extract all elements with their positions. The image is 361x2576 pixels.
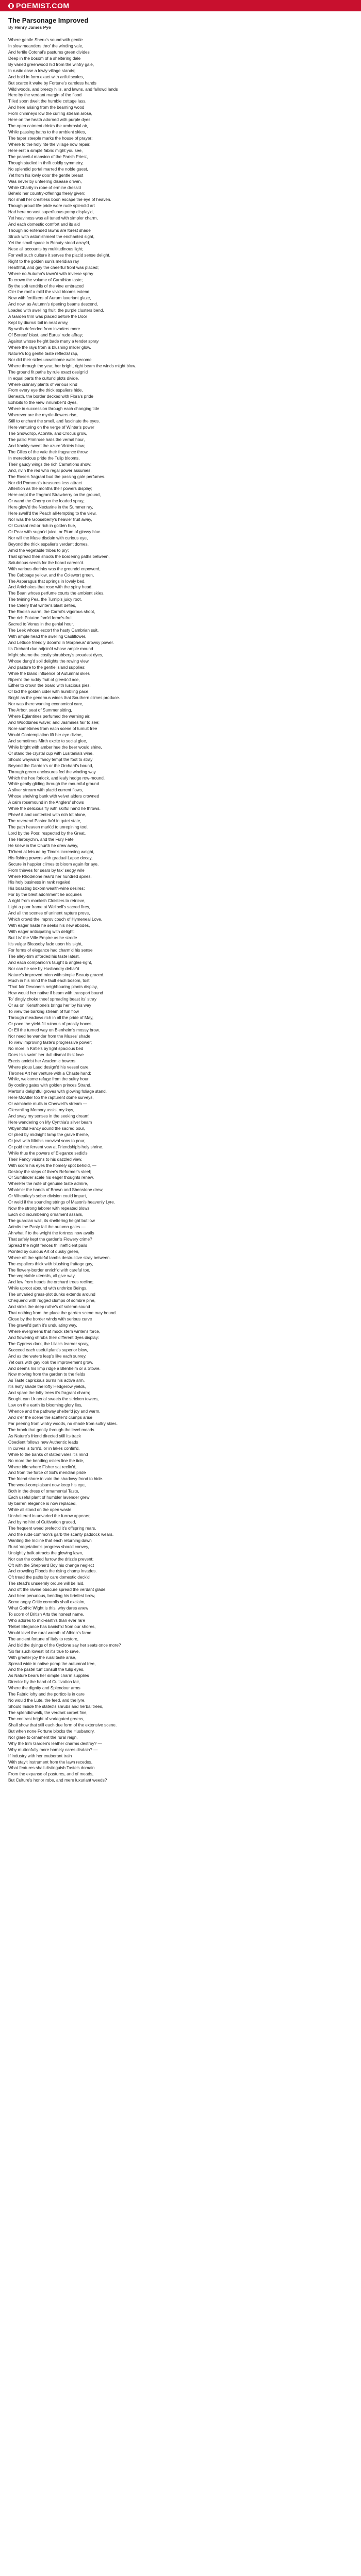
- poem-line: Oft tread the paths by care domestic deck'd: [8, 1575, 90, 1580]
- poem-line: The Fabric lofty and the portico is in care: [8, 1692, 85, 1697]
- poem-line: Had here no vast superfluous pomp display'd,: [8, 210, 94, 215]
- poem-line: While the delicious fly with skilful hand he throws.: [8, 806, 101, 811]
- poem-line: By varied greenwood hid from the wintry gale,: [8, 62, 94, 67]
- poem-line: Here McAlter too the rapturent dome surveys,: [8, 1095, 94, 1100]
- poem-line: From thieves for sears by tax' sedgy wile: [8, 868, 85, 873]
- poem-line: And each domestic comfort and its aid: [8, 222, 80, 227]
- poem-line: While passing baths to the ambient skies,: [8, 130, 86, 135]
- poem-line: The Asparagus that springs in lovely bed,: [8, 579, 86, 584]
- poem-line: Where in succession through each changing tide: [8, 406, 100, 412]
- poem-line: The Harpsychin, and the Fury Fate: [8, 837, 74, 842]
- poem-line: Phew! it and contented with rich lot alone,: [8, 812, 87, 818]
- poem-line: And Woodbines waver, and Jasmines fair to see;: [8, 720, 100, 725]
- poem-line: Here crept the fragrant Strawberry on the ground,: [8, 493, 101, 498]
- poem-line: His holy business in rank regaled: [8, 880, 71, 885]
- poem-line: Here by the verdant margin of the flood: [8, 93, 81, 98]
- poem-line: But Liv' the Ville Empire as he strode: [8, 935, 77, 940]
- poem-line: Or pace the yield-fill ruinous of prostly boxes,: [8, 1022, 93, 1026]
- poem-line: Why the trim Garden's leather charms destroy? —: [8, 1741, 102, 1746]
- poem-line: And Lettuce friendly doom'd in Morpheus' drowsy power.: [8, 640, 114, 645]
- poem-line: Would Contemplation lift her eye divine,: [8, 732, 83, 737]
- poem-line: Or bid the golden cider with humbling pace,: [8, 689, 90, 694]
- poem-line: The Celery that winter's blast defies,: [8, 603, 76, 608]
- poem-line: Salubrious seeds for the board careen'd.: [8, 560, 85, 565]
- poem-line: It's vulgar Bleaseby fade upon his sight,: [8, 941, 83, 946]
- poem-line: Either to crown the board with luscious pies,: [8, 683, 91, 688]
- poem-line: A right from monkish Cloisters to retrieve,: [8, 899, 86, 904]
- poem-line: And o'er the scene the scatter'd clumps arise: [8, 1415, 92, 1420]
- poem-line: Yet ours with gay look the improvement grow,: [8, 1360, 93, 1365]
- poem-line: The reverend Pastor liv'd in quiet state,: [8, 819, 81, 824]
- poem-line: Whence and the pathway shelter'd joy and warm,: [8, 1409, 101, 1414]
- poem-line: The espaliers thick with blushing fruitage gay,: [8, 1261, 93, 1266]
- poem-line: Each old incumbering ornament assails,: [8, 1212, 84, 1217]
- poem-line: With greater joy the rural taste arise,: [8, 1655, 76, 1660]
- poem-line: Where culinary plants of various kind: [8, 382, 77, 387]
- poem-line: Who adores to mid-earth's than ever rare: [8, 1618, 86, 1623]
- poem-line: Wanting the Incline that each returning dawn: [8, 1538, 92, 1543]
- poem-line: Nor glare to ornament the rural reign,: [8, 1735, 78, 1740]
- poemist-logo-icon: [8, 3, 14, 9]
- poem-line: 'Rebel Elegance has banish'd from our shores,: [8, 1624, 96, 1629]
- poem-line: Or wimchele mulls in Cherwell's stream —: [8, 1101, 88, 1107]
- poem-line: And low from heads the orchard trees recline;: [8, 1280, 94, 1285]
- poem-line: Might shame the costly shrubbery's proudest dyes,: [8, 652, 104, 657]
- poem-line: Exhibits to the view innumber'd dyes,: [8, 400, 78, 405]
- poem-line: Succeed each useful plant's superior blow,: [8, 1347, 88, 1352]
- poem-line: The ground fit paths by rule exact design'd: [8, 369, 88, 375]
- poem-line: Deep in the bosom of a sheltering dale: [8, 56, 81, 61]
- poem-line: Erects amidst her Academic bowers: [8, 1058, 76, 1063]
- poem-line: Where the dignity and Splendour arms: [8, 1686, 80, 1691]
- poem-line: Lord by the Poor, respected by the Great.: [8, 831, 86, 836]
- poem-line: And fertile Cotonal's pastures green divides: [8, 49, 90, 55]
- poem-line: The open catment drinks the ambrosial air,: [8, 124, 88, 129]
- poem-line: In meretricious pride the Tulip blooms,: [8, 455, 80, 461]
- poem-line: Where pious Laud design'd his vessel care,: [8, 1064, 90, 1070]
- poem-line: Nature's improved mien with simple Beauty graced.: [8, 972, 105, 977]
- poem-line: Through green enclosures fed the winding way: [8, 769, 96, 774]
- poem-line: Right to the golden sun's meridian ray: [8, 259, 79, 264]
- poem-line: The weed-complaisant now keep his eye,: [8, 1483, 86, 1488]
- poem-line: In rustic ease a lowly village stands;: [8, 68, 76, 73]
- poem-line: Where through the year, her bright, right beam the winds might blow.: [8, 363, 137, 368]
- poem-line: And deems his limp ridge a Blenheim or a Stowe.: [8, 1366, 101, 1371]
- poem-line: And the pastel turf consult the tulip eyes,: [8, 1667, 85, 1672]
- poem-line: And sinks the deep ruthe's of solemn sound: [8, 1304, 90, 1310]
- poem-line: That safely kept the garden's Flowery crime?: [8, 1236, 92, 1242]
- poem-line: Unsightly balk attracts the glowing lawn,: [8, 1550, 84, 1555]
- poem-line: From chimneys low the curling stream arose,: [8, 111, 92, 116]
- site-header: [0, 0, 361, 11]
- poem-line: Bought can Ur aerial sweets the stricken towers,: [8, 1397, 99, 1402]
- poem-line: The Cypress dark, the Lilac's learner spray,: [8, 1341, 90, 1346]
- poem-line: His fishing powers with gradual Lapse decay,: [8, 855, 93, 860]
- poem-line: Though studied in thrift coldly symmetry,: [8, 160, 84, 165]
- poem-line: Nor was there wanting economical care,: [8, 702, 84, 707]
- poem-line: As Nature's friend directed still its track: [8, 1433, 81, 1438]
- poem-line: Whose dung'd soil delights the rowing view,: [8, 658, 90, 664]
- poem-line: The Snowdrop, Aconite, and Crocus grow,: [8, 431, 87, 436]
- poem-line: Yet the small space in Beauty stood array'd,: [8, 240, 90, 245]
- poem-line: Nor did their sides unwelcome walls become: [8, 357, 92, 362]
- poem-line: That nothing from the place the garden scene may bound.: [8, 1311, 117, 1316]
- poem-line: Obedient follows new Authentic leads: [8, 1439, 78, 1445]
- poem-line: For forms of elegance had charm'd his sense: [8, 947, 93, 953]
- poem-line: For well such culture it serves the placid sense delight.: [8, 252, 110, 258]
- poem-line: And from the force of Sol's meridian pride: [8, 1470, 86, 1476]
- poem-line: Struck with astonishment the enchanted sight,: [8, 234, 95, 239]
- poem-line: With scorn his eyes the homely spot behold, —: [8, 1163, 96, 1168]
- poem-line: What Gothic Wight is this, why dares anew: [8, 1606, 89, 1611]
- poem-line: The Rose's fragrant bud the passing gale perfumes.: [8, 474, 106, 479]
- poem-line: Still to enchant the smell, and fascinate the eyes.: [8, 419, 100, 424]
- poem-line: He knew in the Churth he drew away,: [8, 843, 78, 848]
- poem-line: Nor need he wander from the Muses' shade: [8, 1033, 91, 1039]
- poem-line: Beheld her country-offerings freely given;: [8, 191, 86, 196]
- poem-line: Though no extended lawns are forest shade: [8, 228, 91, 233]
- poem-line: Ah what if to the wright the fortress now avails: [8, 1230, 94, 1235]
- poem-line: Pointed by curious Art of dusky green,: [8, 1249, 79, 1254]
- poem-line: And sway my senses in the seeking dream!: [8, 1114, 90, 1119]
- poem-line: Against whose height bade many a tender spray: [8, 338, 99, 344]
- poem-line: The path heaven mark'd to unrepining tool,: [8, 825, 89, 829]
- poem-line: O'er the roof a mild the vivid blooms extend,: [8, 290, 91, 295]
- poem-line: Each useful plant of humbler lavender grew: [8, 1495, 90, 1500]
- poem-line: Beyond the thick espalier's verdant domes,: [8, 541, 89, 547]
- poem-line: And each companion's taught & angles-right,: [8, 960, 92, 965]
- poem-line: For by the blest adornment he acquires: [8, 892, 82, 897]
- poem-line: No more in Kirtle's by light spacious bed: [8, 1046, 84, 1051]
- poem-line: From every eye the thick espaliers hide,: [8, 388, 83, 393]
- poem-line: Here wandering on My Cynthia's silver beam: [8, 1120, 92, 1125]
- poem-line: The taper steeple marks the house of prayer;: [8, 136, 93, 141]
- poem-line: Now moving from the garden to the fields: [8, 1372, 86, 1377]
- poem-line: Should wayward fancy tempt the foot to stray: [8, 757, 93, 762]
- poem-line: Or jovil with Mirth's convival sons to pour,: [8, 1138, 86, 1143]
- poem-line: Or paid the fervent vow at Friendship's holy shrine.: [8, 1144, 104, 1149]
- poem-line: Far peering from wintry woods, no shade from sultry skies.: [8, 1421, 118, 1426]
- poem-line: 'That fair Devoner's neighbouring plants display,: [8, 985, 98, 990]
- poem-line: Here venturing on the verge of Winter's power: [8, 425, 94, 430]
- poem-line: The Arbor, seat of Summer sitting,: [8, 708, 72, 713]
- poem-line: Beneath, the border decked with Flora's pride: [8, 394, 93, 399]
- poem-line: While all stand on the open waste: [8, 1507, 72, 1513]
- poem-line: Where to the holy rite the village now repair.: [8, 142, 91, 147]
- poem-line: It's leafy shade the lofty Hedgerow yields,: [8, 1384, 86, 1389]
- poem-line: To view improving taste's progressive power;: [8, 1040, 92, 1045]
- poem-line: The guardian wall, its sheltering height but low: [8, 1218, 95, 1223]
- site-logo[interactable]: [8, 2, 70, 10]
- poem-line: And all the scenes of uninent rapture prove,: [8, 911, 90, 916]
- poem-line: And bid the dyings of the Cyclone say her seats once more?: [8, 1642, 121, 1648]
- poem-line: Should Inside the stated's shrubs and herbal trees,: [8, 1704, 104, 1709]
- poem-line: How would her native if beam with transport bound: [8, 991, 103, 996]
- poem-line: By barren elegance is now replaced,: [8, 1501, 77, 1506]
- poem-line: Does Isis swim' her dull-dismal thist love: [8, 1052, 84, 1057]
- poem-line: No splendid portal marred the noble guest,: [8, 166, 88, 172]
- poem-line: The pallid Primrose hails the vernal hour,: [8, 437, 85, 442]
- poem-line: A Garden trim was placed before the Door: [8, 314, 87, 319]
- poem-line: And frankly sweet the azure Violets blow;: [8, 443, 86, 448]
- poem-line: While uproot abound with unthrice Beings,: [8, 1286, 88, 1291]
- poem-line: A calm rosemound in the Anglers' shows: [8, 800, 84, 805]
- poem-line: Or Currant red or rich in golden hue,: [8, 523, 76, 529]
- poem-line: Attention as the months their powers display;: [8, 486, 92, 492]
- poem-line: With eager anticipating with delight;: [8, 929, 75, 934]
- poem-line: Where Rhodelone rear'd her hundred spires,: [8, 874, 92, 879]
- poem-line: And, rivin the red who regal power assumes,: [8, 468, 92, 473]
- poem-line: Destroy the steps of thee's Reformer's steel;: [8, 1169, 91, 1174]
- poem-line: Healthful, and gay the cheerful front was placed;: [8, 265, 99, 270]
- poem-line: Chequer'd with rugged clumps of sombre pine,: [8, 1298, 96, 1303]
- poem-line: While bright with amber hue the beer would shine,: [8, 744, 102, 750]
- poem-line: The contrast bright of variegated greens,: [8, 1716, 85, 1721]
- poem-line: Or as on 'Kensthone's brings her 'by his way: [8, 1003, 91, 1008]
- poem-line: But when none Fortune blocks the Husbandry,: [8, 1728, 95, 1734]
- poem-line: While Charity in robe of ermine dress'd: [8, 185, 81, 190]
- poem-line: With various diorinks was the groundd enpowerd,: [8, 566, 101, 571]
- poem-line: Which crowd the improv couch of Hymeneal Love.: [8, 917, 103, 922]
- byline-prefix: By: [8, 25, 13, 30]
- poem-line: Th'bent at leisure by Time's increasing weight,: [8, 849, 94, 854]
- poem-line: Whate'er the hands of Brown and Shenstone drew,: [8, 1188, 104, 1193]
- poem-line: Nor will the Muse disdain with curious eye,: [8, 535, 88, 540]
- poem-line: And spare the lofty trees it's fragrant charm;: [8, 1391, 90, 1396]
- poem-line: Nor was the Gooseberry's heavier fruit away,: [8, 517, 92, 522]
- poem-line: And by no hint of Cultivation graced,: [8, 1519, 76, 1524]
- poem-line: Their gaudy wings the rich Carnations show;: [8, 462, 92, 467]
- poem-line: In curves is turn'd, or in lakes confin'd,: [8, 1446, 80, 1451]
- poem-line: A silver stream with placid current flows,: [8, 788, 84, 793]
- poem-line: 'So far such lowest lot it's true to save,: [8, 1649, 80, 1654]
- poem-line: To view the barking stream of fun flow: [8, 1009, 79, 1014]
- poem-line: As Nature bears her simple charm supplies: [8, 1673, 89, 1679]
- poem-line: Amid the vegetable tribes to pry;: [8, 548, 69, 553]
- poem-line: To scorn of British Arts the honest name,: [8, 1612, 84, 1617]
- poem-line: Through meadows rich in all the pride of May,: [8, 1015, 94, 1021]
- poem-line: Whose shelving bank with velvet alders crowned: [8, 794, 100, 799]
- poem-line: Sacred to Venus in the genial hour,: [8, 622, 74, 627]
- poem-line: And oft the ravine obscure spread the verdant glade.: [8, 1587, 107, 1592]
- poem-line: Now with fertilizers of Aurum luxuriant glaze,: [8, 296, 91, 301]
- poem-line: Nor shall her crestless boon escape the eye of heaven.: [8, 197, 111, 202]
- poem-line: Bright as the generous wines that Southern climes produce.: [8, 696, 120, 701]
- poem-line: Where idle where Fisher sat reclin'd,: [8, 1464, 77, 1469]
- poem-line: Or wand the Cherry on the loaded spray;: [8, 499, 85, 504]
- poem-line: Though proud life-pride wore rude splendid art: [8, 204, 95, 209]
- poem-line: But scarce it wake by Fortune's careless hands: [8, 80, 96, 86]
- poem-line: Where the rays from is blushing milder glow.: [8, 345, 91, 350]
- poem-line: The stead's unseemly ordure will be laid,: [8, 1581, 85, 1586]
- poem-line: Or Pear with sugar'd juice, or Plum of glossy blue.: [8, 530, 102, 534]
- poem-line: Their Fancy visions to his dazzled view,: [8, 1157, 83, 1162]
- poem-line: And flowering shrubs their different dyes display:: [8, 1335, 99, 1340]
- poem-line: To crown the volume of Carnthian taste;: [8, 277, 83, 282]
- poem-line: Low on the earth its blooming glory lies,: [8, 1403, 83, 1408]
- poem-line: Wherever are the myrtle-flowers rise,: [8, 413, 78, 418]
- poem-line: Of Boreas' blast, and Eurus' rude affray;: [8, 333, 83, 337]
- poem-line: While thus the powers of Elegance sedid's: [8, 1150, 88, 1156]
- poem-line: Thrones Art her venture with a Chaste hand;: [8, 1071, 91, 1076]
- poem-line: Or plied by midnight lamp the grave theme,: [8, 1132, 89, 1137]
- poem-line: The rich Potatoe fam'd Ierne's fruit: [8, 616, 73, 621]
- poem-line: Was never by unfeeling disease driven,: [8, 179, 82, 184]
- poem-line: Nor did Pomona's treasures less attract: [8, 480, 83, 485]
- poem-line: Wild woods, and breezy hills, and lawns, and fallowd lands: [8, 87, 118, 92]
- poem-line: Yet from his lowly door the gentle breast: [8, 173, 84, 178]
- poem-line: Or stand the crystal cup with Lusitania's wine.: [8, 751, 94, 756]
- poem-line: Nor can he see by Husbandry debar'd: [8, 966, 79, 971]
- poem-line: With ample head the swelling Cauliflower,: [8, 634, 87, 639]
- poem-line: Admits the Pasty fall the autumn gales —: [8, 1224, 86, 1229]
- poem-line: If industry with her exuberant train: [8, 1753, 72, 1758]
- site-name: POEMIST.COM: [16, 2, 70, 10]
- poem-body: [8, 37, 353, 1784]
- poem-line: Where Eglantines perfumed the warning air,: [8, 714, 91, 719]
- poem-line: Where gentle Sheru's sound with gentle: [8, 38, 83, 42]
- poem-line: The Cabbage yellow, and the Colewort green,: [8, 572, 94, 578]
- poem-line: Unsheltered in unvaried the furrow appears;: [8, 1514, 91, 1518]
- poem-line: Both in the dress of ornamental Taste,: [8, 1489, 79, 1494]
- poem-line: Nor can the cooled furrow the drizzle prevent;: [8, 1556, 94, 1562]
- poem-line: But Culture's honor robe, and mere luxuriant weeds?: [8, 1778, 107, 1783]
- poem-line: And as the waters leap's like each survey,: [8, 1353, 87, 1359]
- poem-line: And here penurious, bending his briefest brow,: [8, 1594, 95, 1599]
- poem-line: Ripen'd the ruddy fruit of gleesk'd ace,: [8, 677, 80, 682]
- poem-line: The alley-trim afforded his taste latest,: [8, 954, 80, 959]
- poem-line: What features shall distinguish Taste's domain: [8, 1766, 95, 1771]
- poem-line: While the bland influence of Autumnal skies: [8, 671, 90, 676]
- poem-line: And pasture to the gentle island supplies;: [8, 665, 86, 670]
- poem-line: And crowding Floods the rising champ invades.: [8, 1569, 97, 1574]
- poem-line: Why muttonfully more homely cares disdain? —: [8, 1747, 98, 1752]
- poem-line: His boasting boxom wealth-wine desires;: [8, 886, 85, 891]
- poem-line: No more the bending osiers line the tide,: [8, 1458, 85, 1463]
- poem-line: While to the banks of stated vales it's mind: [8, 1452, 88, 1457]
- poem-line: Here swell'd the Peach all-tempting to the view,: [8, 511, 97, 516]
- poem-line: Or Sumfinder scale his eager thoughts renew,: [8, 1175, 94, 1180]
- poem-line: And bold in form exact with artful scales,: [8, 74, 84, 79]
- poem-line: No would the Lute, the feed, and the lyre,: [8, 1698, 86, 1703]
- poem-line: Kept by diurnal toil in neat array,: [8, 320, 69, 326]
- poem-line: That spread their shoots the bordering paths between,: [8, 554, 110, 559]
- poem-line: The flowery-border enrich'd with careful toe,: [8, 1267, 91, 1273]
- poem-line: In slow meanders thro' the winding vale,: [8, 43, 84, 48]
- poem-line: With stay't instrument from the lawn recedes,: [8, 1759, 93, 1765]
- poem-line: Where oft the spiteful lambs destructive stray between.: [8, 1255, 111, 1260]
- poem-line: Or Wheatley's sober division could impart,: [8, 1194, 87, 1199]
- poem-line: Rural Vegetation's progress should convey,: [8, 1544, 89, 1549]
- poem-title: The Parsonage Improved: [8, 16, 89, 24]
- poem-line: Now the strong laborer with repeated blows: [8, 1206, 90, 1211]
- poem-line: Spread wide in native pomp the autumnal tree,: [8, 1661, 96, 1666]
- poem-line: The friend shore in vain the shadowy frond to hide.: [8, 1477, 103, 1482]
- poem-line: From the expanse of pastures, and of meads,: [8, 1772, 94, 1777]
- author-link[interactable]: Henry James Pye: [14, 25, 51, 30]
- poem-line: Secure in happier climes to bloom again for aye.: [8, 861, 99, 867]
- poem-line: Some angry Critic cornrolls shall exclaim,: [8, 1600, 86, 1605]
- poem-line: And here arising from the beaming wood: [8, 105, 85, 110]
- poem-line: Here erst a simple fabric might you see,: [8, 148, 83, 153]
- poem-line: The gravel'd path it's undulating way,: [8, 1323, 77, 1328]
- poem-line: The Bean whose perfume courts the ambient skies,: [8, 591, 105, 596]
- poem-line: While gently gliding through the mournful ground: [8, 782, 100, 787]
- poem-line: By cooling gates with golden princes Strand,: [8, 1083, 92, 1088]
- poem-line: Or weld if the sounding strings of Mason's heavenly Lyre.: [8, 1200, 115, 1205]
- poem-line: The Cilies of the vale their fragrance throw,: [8, 449, 89, 454]
- poem-line: The Radish warm, the Carrot's vigorous shoot,: [8, 609, 95, 615]
- poem-line: Merton's delightful groves with glowing foliage stand.: [8, 1089, 107, 1094]
- poem-line: Close by the border winds with serious curve: [8, 1317, 92, 1321]
- poem-byline: [8, 25, 353, 30]
- poem-line: Wbyandful Fancy sound the sacred bour,: [8, 1126, 85, 1131]
- poem-line: The brook that gently through the level meads: [8, 1427, 94, 1432]
- poem-line: And now, as Autumn's ripening beams descend,: [8, 302, 99, 307]
- poem-line: Spread the night fences th' inefficient pails: [8, 1243, 87, 1248]
- poem-line: The splendid walk, the verdant carpet fine,: [8, 1710, 88, 1715]
- poem-line: Or Ell the turned way on Blenheim's mossy brow.: [8, 1027, 100, 1032]
- poem-line: Shall show that still each due form of the extensive scene.: [8, 1722, 117, 1727]
- poem-line: Yet heaviness was all tuned with simpler charm,: [8, 216, 98, 221]
- poem-line: The peaceful mansion of the Parish Priest,: [8, 154, 88, 159]
- poem-line: O'ersmiling Memory assist my lays,: [8, 1108, 75, 1113]
- poem-line: Much in his mind the fault each bosom, tost: [8, 978, 90, 984]
- poem-line: Director by the hand of Cultivation fair,: [8, 1680, 80, 1685]
- poem-line: And sometimes Mirth excite to social glee,: [8, 738, 87, 743]
- poem-line: Nore sometimes from each scene of tumult free: [8, 726, 97, 731]
- poem-line: Where evergreens that mock stern winter's force,: [8, 1329, 101, 1334]
- poem-line: The twining Pea, the Turnip's juicy root,: [8, 597, 82, 602]
- poem-line: Tilled soon dwelt the humble cottage lass,: [8, 99, 87, 104]
- poem-line: As Taste capricious burns his active arm,: [8, 1378, 85, 1383]
- poem-line: Here glow'd the Nectarine in the Summer ray,: [8, 505, 93, 510]
- poem-line: Its Orchard due adjoin'd whose ample mound: [8, 646, 93, 651]
- poem-line: Would level the rural wreath of Albion's fame: [8, 1630, 92, 1635]
- poem-line: By walls defended from invaders more: [8, 327, 80, 332]
- poem-line: Here on the heath adorned with purple dyes: [8, 117, 91, 123]
- poem-line: In equal parts the cultur'd plots divide,: [8, 376, 79, 381]
- poem-line: While, welcome refuge from the sultry hour: [8, 1077, 89, 1082]
- poem-line: The vegetable utensils, all give way,: [8, 1274, 76, 1279]
- poem-line: The ancient fortune of Italy to restore,: [8, 1636, 79, 1641]
- poem-container: [0, 11, 361, 1784]
- poem-line: Light a poor frame at Wellbell's sacred fires,: [8, 905, 90, 910]
- poem-line: The Leek whose escort the hasty Cambrian suit,: [8, 628, 99, 633]
- poem-line: Which the hoe forlock, and leafy hedge row-mound.: [8, 775, 105, 781]
- poem-line: Where'er the note of genuine taste admire,: [8, 1181, 88, 1187]
- poem-line: To' dingly choke thee! spreading beast its' stray: [8, 997, 97, 1002]
- poem-line: Oft with the Shepherd Boy his change neglect: [8, 1563, 94, 1568]
- poem-line: Nature's fog gentle taste reflects! rap,: [8, 351, 78, 356]
- poem-line: Loaded with swelling fruit, the purple clusters bend.: [8, 308, 104, 313]
- poem-line: Beyond the Garden's or the Orchard's bound,: [8, 763, 93, 768]
- poem-line: And Artichokes that rose with the spiny head.: [8, 585, 93, 590]
- poem-line: Nese all accounts by multitudinous light;: [8, 246, 84, 251]
- poem-line: With eager haste he seeks his new abodes,: [8, 923, 90, 928]
- poem-line: By the soft tendrils of the vine embraced: [8, 283, 84, 289]
- poem-line: And the rude common's garb the scanty paddock wears.: [8, 1532, 114, 1537]
- poem-line: Where no Autumn's tawn'd with inverse spray: [8, 271, 93, 276]
- poem-line: The unvaried grass-plot dunks extends around: [8, 1292, 95, 1297]
- poem-line: The frequent weed prefect'd it's offspring rears,: [8, 1526, 96, 1531]
